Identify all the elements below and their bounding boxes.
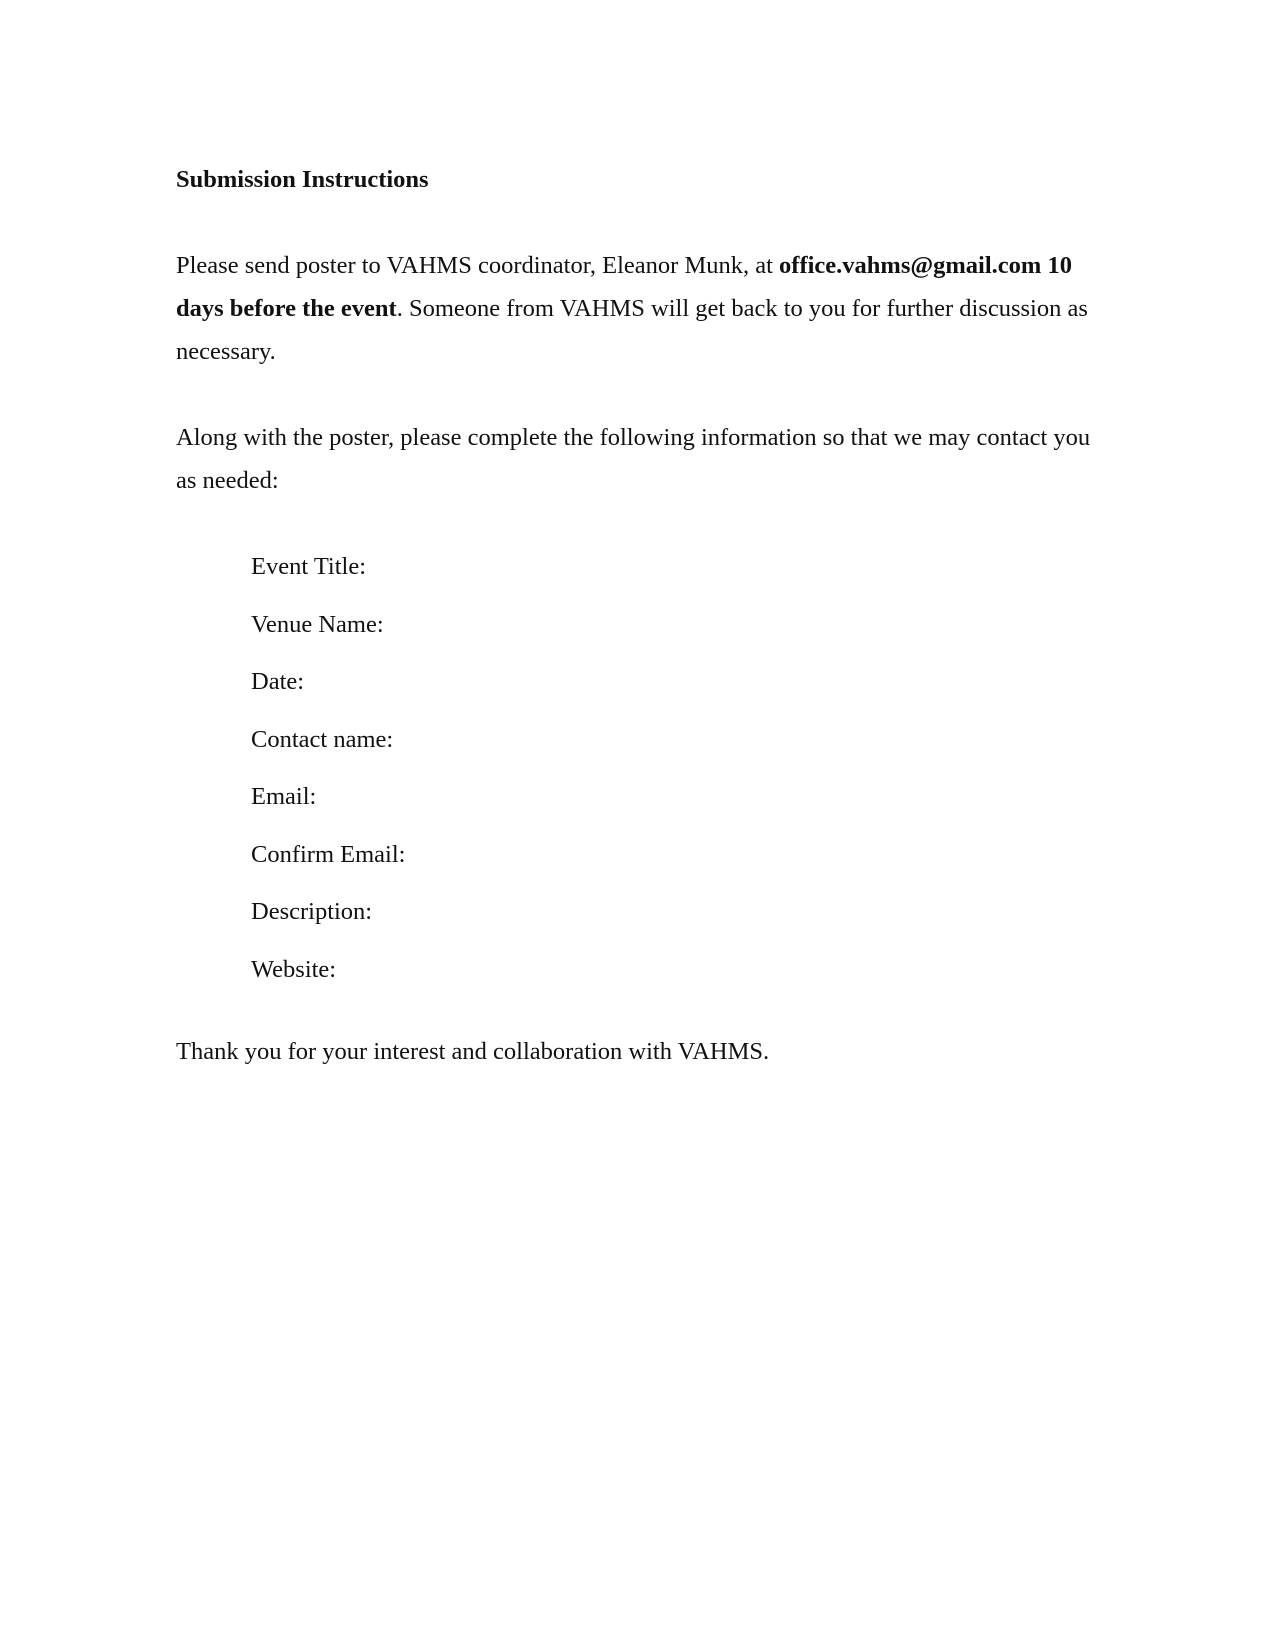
field-venue-name: Venue Name: — [251, 610, 384, 638]
contact-email: office.vahms@gmail.com — [779, 252, 1042, 279]
deadline-text: 10 days before the event — [176, 252, 1072, 322]
instructions-text-after: . Someone from VAHMS will get back to you for further discussion as necessary. — [176, 295, 1088, 365]
field-list — [251, 545, 1096, 1005]
field-description: Description: — [251, 898, 373, 925]
field-contact-name: Contact name: — [251, 725, 394, 753]
field-event-title: Event Title: — [251, 553, 367, 580]
instructions-paragraph — [176, 244, 1096, 373]
document-body — [176, 158, 1096, 1073]
field-website: Website: — [251, 955, 337, 983]
closing-paragraph: Thank you for your interest and collaboration with VAHMS. — [176, 1038, 770, 1065]
information-paragraph: Along with the poster, please complete the following information so that we may contact you as needed: — [176, 424, 1091, 494]
field-confirm-email: Confirm Email: — [251, 840, 406, 868]
page-title: Submission Instructions — [176, 166, 429, 193]
field-email: Email: — [251, 783, 317, 810]
field-date: Date: — [251, 668, 305, 695]
instructions-text-before: Please send poster to VAHMS coordinator, Eleanor Munk, at — [176, 252, 780, 279]
